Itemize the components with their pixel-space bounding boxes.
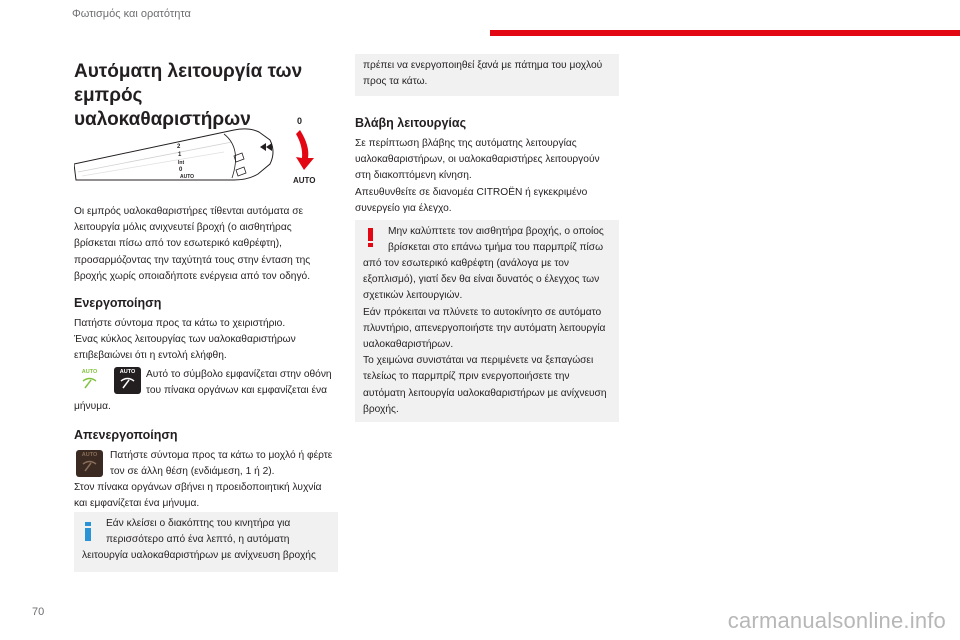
warning-line: εξοπλισμό), γιατί δεν θα είναι δυνατός ο έλεγχος των bbox=[363, 274, 600, 286]
deactivation-text bbox=[74, 480, 338, 512]
info-text bbox=[82, 548, 336, 564]
activation-icon-line: μήνυμα. bbox=[74, 401, 111, 412]
activation-heading: Ενεργοποίηση bbox=[74, 296, 162, 310]
warning-line: Μην καλύπτετε τον αισθητήρα βροχής, ο οποίος bbox=[388, 226, 604, 237]
warning-line: βρίσκεται στο επάνω τμήμα του παρμπρίζ πίσω bbox=[388, 242, 604, 254]
stalk-mark-auto: AUTO bbox=[180, 174, 195, 180]
activation-line: επιβεβαιώνει ότι η εντολή ελήφθη. bbox=[74, 350, 227, 362]
auto-wiper-off-icon bbox=[76, 450, 103, 477]
auto-wiper-display-icon bbox=[114, 367, 141, 394]
intro-paragraph bbox=[74, 204, 336, 285]
warning-line: Το χειμώνα συνιστάται να περιμένετε να ξεπαγώσει bbox=[363, 355, 594, 367]
info-text-continued bbox=[363, 58, 615, 90]
page-heading-line2: υαλοκαθαριστήρων bbox=[74, 109, 251, 130]
icon-auto-label: AUTO bbox=[81, 452, 98, 458]
activation-section bbox=[74, 296, 336, 365]
intro-line: βροχής χωρίς οποιαδήποτε ενέργεια από τον οδηγό. bbox=[74, 270, 311, 282]
info-text-indent bbox=[106, 516, 334, 548]
fault-heading: Βλάβη λειτουργίας bbox=[355, 116, 467, 130]
deactivation-heading: Απενεργοποίηση bbox=[74, 428, 178, 442]
icon-auto-label: AUTO bbox=[119, 369, 136, 375]
warning-line: Εάν πρόκειται να πλύνετε το αυτοκίνητο σε αυτόματο bbox=[363, 306, 602, 318]
auto-wiper-green-icon bbox=[76, 367, 103, 394]
warning-line: πλυντήριο, απενεργοποιήστε την αυτόματη λειτουργία bbox=[363, 322, 606, 334]
push-down-arrow-icon bbox=[296, 130, 314, 170]
deactivation-section bbox=[74, 428, 336, 442]
intro-line: Οι εμπρός υαλοκαθαριστήρες τίθενται αυτόματα σε bbox=[74, 206, 304, 217]
warning-text bbox=[363, 256, 617, 418]
warning-line: βροχής. bbox=[363, 403, 399, 415]
fault-line: Απευθυνθείτε σε διανομέα CITROËN ή εγκεκριμένο bbox=[355, 186, 588, 198]
watermark: carmanualsonline.info bbox=[727, 608, 946, 633]
wiper-stalk-illustration bbox=[74, 112, 322, 190]
fault-section bbox=[355, 116, 619, 217]
page-heading-line1: Αυτόματη λειτουργία των εμπρός bbox=[74, 61, 303, 106]
warning-line: τελείως το παρμπρίζ πριν ενεργοποιήσετε την bbox=[363, 371, 570, 383]
warning-line: από τον εσωτερικό καθρέφτη (ανάλογα με τον bbox=[363, 258, 570, 269]
fault-line: στη διακοπτόμενη κίνηση. bbox=[355, 170, 472, 182]
info-line: Εάν κλείσει ο διακόπτης του κινητήρα για bbox=[106, 518, 291, 529]
warning-icon bbox=[368, 228, 373, 247]
info-line: πρέπει να ενεργοποιηθεί ξανά με πάτημα του μοχλού bbox=[363, 60, 603, 71]
warning-line: υαλοκαθαριστήρων. bbox=[363, 339, 454, 351]
activation-icon-line: Αυτό το σύμβολο εμφανίζεται στην οθόνη bbox=[146, 369, 332, 380]
deactivation-line: και εμφανίζεται ένα μήνυμα. bbox=[74, 498, 200, 510]
stalk-mark-1: 1 bbox=[178, 152, 182, 158]
info-line: λειτουργία υαλοκαθαριστήρων με ανίχνευση βροχής bbox=[82, 550, 316, 561]
fault-line: υαλοκαθαριστήρων, οι υαλοκαθαριστήρες λειτουργούν bbox=[355, 154, 600, 166]
warning-text-indent bbox=[388, 224, 616, 256]
fault-line: συνεργείο για έλεγχο. bbox=[355, 202, 452, 214]
activation-line: Ένας κύκλος λειτουργίας των υαλοκαθαριστήρων bbox=[74, 334, 296, 346]
position-0-label: 0 bbox=[297, 116, 303, 126]
info-line: περισσότερο από ένα λεπτό, η αυτόματη bbox=[106, 534, 290, 546]
fault-line: Σε περίπτωση βλάβης της αυτόματης λειτουργίας bbox=[355, 138, 577, 149]
stalk-mark-0: 0 bbox=[179, 167, 183, 173]
section-title: Φωτισμός και ορατότητα bbox=[72, 8, 191, 20]
section-accent-bar bbox=[490, 30, 960, 36]
intro-line: βρίσκεται πίσω από τον εσωτερικό καθρέφτη), bbox=[74, 238, 282, 250]
warning-line: σχετικών λειτουργιών. bbox=[363, 290, 463, 302]
info-icon bbox=[85, 522, 93, 541]
activation-icon-text bbox=[146, 367, 338, 399]
auto-position-label: AUTO bbox=[293, 176, 316, 185]
deactivation-line: Στον πίνακα οργάνων σβήνει η προειδοποιητική λυχνία bbox=[74, 482, 322, 493]
activation-icon-line: του πίνακα οργάνων και εμφανίζεται ένα bbox=[146, 385, 327, 397]
page-number: 70 bbox=[32, 606, 45, 618]
deactivation-line: τον σε άλλη θέση (ενδιάμεση, 1 ή 2). bbox=[110, 466, 275, 478]
intro-line: προσαρμόζοντας την ταχύτητά τους στην ένταση της bbox=[74, 254, 311, 266]
info-line: προς τα κάτω. bbox=[363, 76, 428, 88]
deactivation-line: Πατήστε σύντομα προς τα κάτω το μοχλό ή φέρτε bbox=[110, 450, 333, 461]
icon-auto-label: AUTO bbox=[81, 369, 98, 375]
intro-line: λειτουργία μόλις ανιχνευτεί βροχή (ο αισθητήρας bbox=[74, 222, 292, 234]
deactivation-icon-text bbox=[110, 448, 338, 480]
stalk-mark-2: 2 bbox=[177, 144, 181, 150]
warning-line: αυτόματη λειτουργία υαλοκαθαριστήρων με ανίχνευση bbox=[363, 387, 607, 399]
activation-icon-text-end bbox=[74, 399, 336, 415]
stalk-mark-int: Int bbox=[178, 160, 185, 166]
activation-line: Πατήστε σύντομα προς τα κάτω το χειριστήριο. bbox=[74, 318, 286, 329]
